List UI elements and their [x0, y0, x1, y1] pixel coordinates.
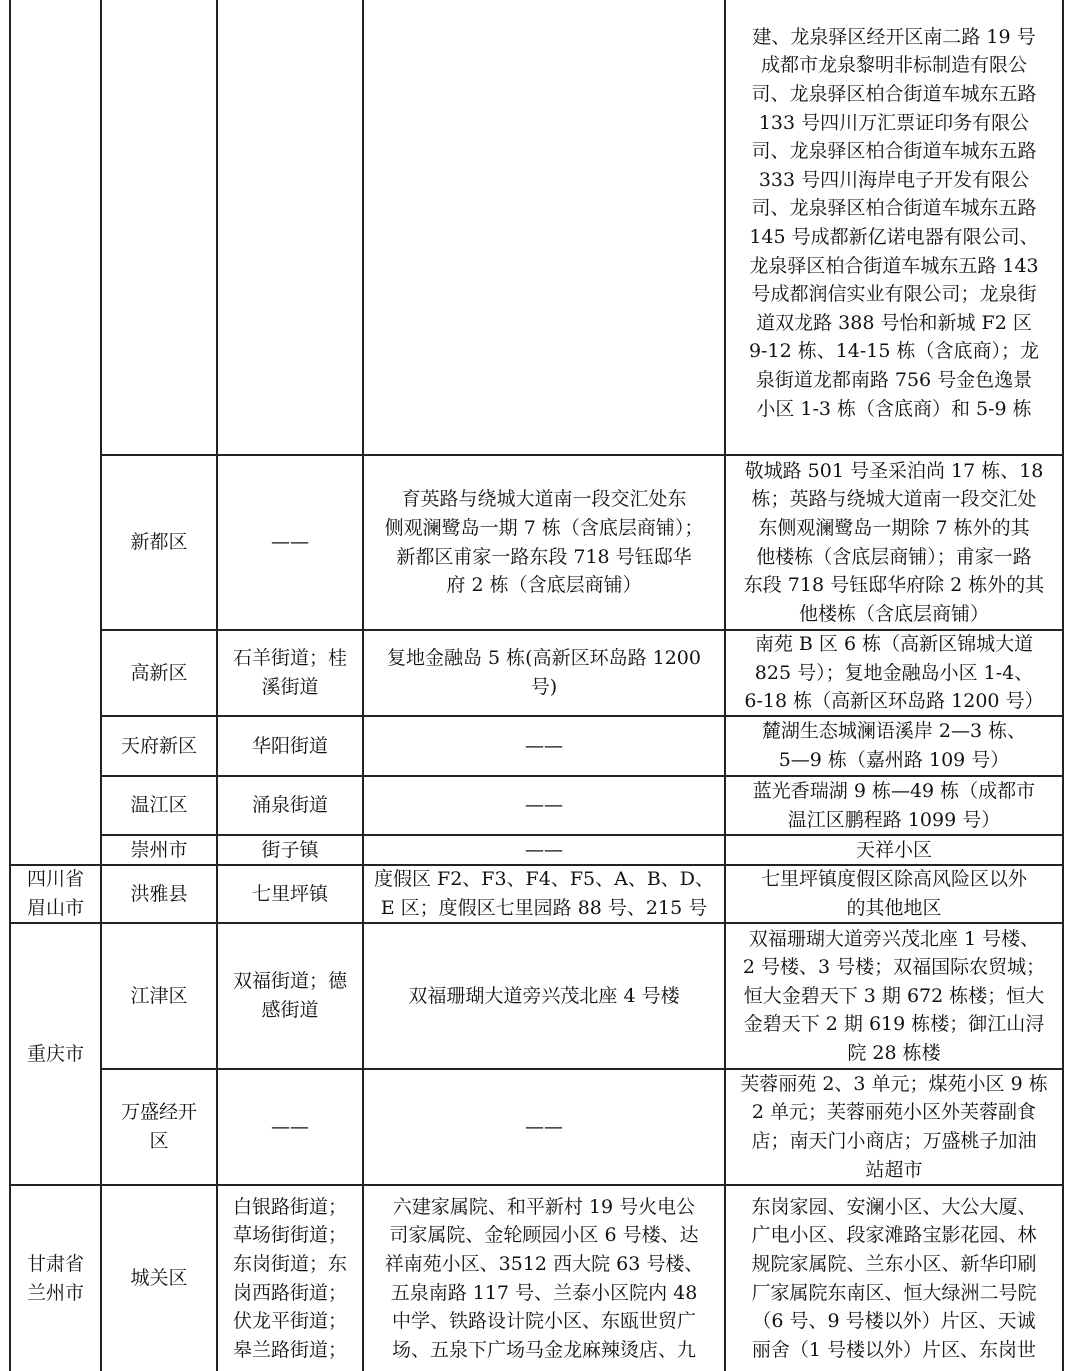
- high-risk-cell: [364, 924, 724, 1068]
- text-line: 建、龙泉驿区经开区南二路 19 号: [752, 25, 1036, 48]
- street-name: 白银路街道；: [232, 1195, 347, 1218]
- street-name: 七里坪镇: [251, 882, 328, 905]
- district-name: 天府新区: [120, 734, 197, 757]
- text-line: 六建家属院、和平新村 19 号火电公: [392, 1195, 696, 1218]
- district-name: 城关区: [130, 1267, 188, 1290]
- text-line: 规院家属院、兰东小区、新华印刷: [751, 1252, 1037, 1275]
- text-line: 9-12 栋、14-15 栋（含底商）；龙: [748, 340, 1040, 363]
- province-name: 甘肃省: [26, 1252, 84, 1275]
- text-line: 五泉南路 117 号、兰泰小区院内 48: [390, 1281, 698, 1304]
- text-line: 育英路与绕城大道南一段交汇处东: [401, 488, 687, 511]
- street-name: 溪街道: [261, 676, 319, 698]
- text-line: 祥南苑小区、3512 西大院 63 号楼、: [384, 1252, 704, 1275]
- text-line: 侧观澜鹭岛一期 7 栋（含底层商铺）；: [384, 516, 704, 539]
- district-name: 高新区: [130, 661, 188, 684]
- street-name: 草场街街道；: [232, 1224, 347, 1247]
- text-line: 双福珊瑚大道旁兴茂北座 1 号楼、: [748, 927, 1040, 950]
- high-risk-cell: [364, 717, 724, 775]
- street-cell: [218, 456, 362, 629]
- medium-risk-cell: [726, 20, 1062, 426]
- street-cell: [218, 777, 362, 834]
- text-line: 场、五泉下广场马金龙麻辣烫店、九: [391, 1338, 696, 1361]
- district-cell: [102, 1070, 216, 1184]
- text-line: 6-18 栋（高新区环岛路 1200 号）: [744, 690, 1044, 713]
- district-cell: [102, 866, 216, 922]
- medium-risk-cell: [726, 836, 1062, 864]
- text-line: ——: [525, 838, 563, 861]
- text-line: 他楼栋（含底层商铺）；甫家一路: [756, 545, 1032, 568]
- text-line: 成都市龙泉黎明非标制造有限公: [760, 54, 1027, 77]
- street-cell: [218, 717, 362, 775]
- text-line: 双福珊瑚大道旁兴茂北座 4 号楼: [408, 984, 680, 1007]
- text-line: 新都区甫家一路东段 718 号钰邸华: [396, 545, 692, 568]
- text-line: 广电小区、段家滩路宝影花园、林: [751, 1224, 1037, 1247]
- text-line: 芙蓉丽苑 2、3 单元；煤苑小区 9 栋: [740, 1072, 1048, 1095]
- text-line: 金碧天下 2 期 619 栋楼；御江山浔: [743, 1013, 1045, 1036]
- district-name: 江津区: [130, 984, 188, 1007]
- text-line: 店；南天门小商店；万盛桃子加油: [751, 1130, 1037, 1152]
- high-risk-cell: [364, 836, 724, 864]
- text-line: 东段 718 号钰邸华府除 2 栋外的其: [743, 574, 1045, 597]
- text-line: ——: [525, 1115, 563, 1138]
- street-name: 街子镇: [261, 838, 319, 861]
- text-line: 东侧观澜鹭岛一期除 7 栋外的其: [758, 516, 1030, 539]
- text-line: 恒大金碧天下 3 期 672 栋楼；恒大: [743, 984, 1045, 1007]
- medium-risk-cell: [726, 1186, 1062, 1371]
- district-name: 区: [149, 1130, 169, 1152]
- street-cell: [218, 631, 362, 715]
- text-line: 2 号楼、3 号楼；双福国际农贸城；: [742, 956, 1046, 979]
- street-cell: [218, 924, 362, 1068]
- province-cell: [11, 866, 100, 922]
- medium-risk-cell: [726, 777, 1062, 834]
- text-line: 333 号四川海岸电子开发有限公: [758, 168, 1030, 191]
- high-risk-cell: [364, 1186, 724, 1371]
- high-risk-cell: [364, 866, 724, 922]
- street-cell: [218, 1186, 362, 1371]
- district-cell: [102, 456, 216, 629]
- high-risk-cell: [364, 456, 724, 629]
- text-line: 145 号成都新亿诺电器有限公司、: [749, 226, 1039, 248]
- street-name: 涌泉街道: [251, 794, 328, 817]
- text-line: 厂家属院东南区、恒大绿洲二号院: [751, 1281, 1037, 1304]
- medium-risk-cell: [726, 1070, 1062, 1184]
- district-cell: [102, 777, 216, 834]
- province-cell: [11, 924, 100, 1184]
- text-line: 天祥小区: [855, 838, 932, 861]
- medium-risk-cell: [726, 456, 1062, 629]
- text-line: 2 单元；芙蓉丽苑小区外芙蓉副食: [751, 1101, 1037, 1124]
- street-cell: [218, 866, 362, 922]
- text-line: 南苑 B 区 6 栋（高新区锦城大道: [754, 633, 1034, 656]
- district-name: 洪雅县: [130, 882, 188, 905]
- district-name: 新都区: [130, 531, 188, 554]
- text-line: 蓝光香瑞湖 9 栋—49 栋（成都市: [752, 779, 1036, 802]
- province-cell: [11, 1186, 100, 1371]
- text-line: 他楼栋（含底层商铺）: [798, 602, 989, 625]
- district-cell: [102, 836, 216, 864]
- medium-risk-cell: [726, 631, 1062, 715]
- text-line: 司、龙泉驿区柏合街道车城东五路: [751, 83, 1037, 106]
- text-line: ——: [525, 734, 563, 757]
- district-cell: [102, 1186, 216, 1371]
- text-line: 司、龙泉驿区柏合街道车城东五路: [751, 197, 1037, 220]
- district-cell: [102, 631, 216, 715]
- text-line: 栋；英路与绕城大道南一段交汇处: [751, 488, 1037, 511]
- medium-risk-cell: [726, 717, 1062, 775]
- text-line: 府 2 栋（含底层商铺）: [446, 574, 642, 597]
- text-line: 东岗家园、安澜小区、大公大厦、: [751, 1195, 1037, 1218]
- text-line: 七里坪镇度假区除高风险区以外: [760, 868, 1027, 891]
- street-name: 感街道: [261, 999, 319, 1021]
- high-risk-cell: [364, 631, 724, 715]
- district-name: 万盛经开: [120, 1101, 197, 1124]
- street-name: 双福街道；德: [232, 970, 347, 993]
- table-border-right: [1062, 0, 1064, 1371]
- district-cell: [102, 717, 216, 775]
- district-name: 温江区: [130, 794, 188, 817]
- street-cell: [218, 836, 362, 864]
- province-name: 四川省: [26, 868, 84, 891]
- street-name: 石羊街道；桂: [232, 647, 347, 670]
- text-line: 5—9 栋（嘉州路 109 号）: [778, 749, 1010, 771]
- street-name: ——: [271, 1115, 309, 1138]
- district-name: 崇州市: [130, 838, 188, 861]
- province-name: 兰州市: [26, 1281, 84, 1304]
- text-line: 站超市: [865, 1158, 923, 1181]
- text-line: 道双龙路 388 号怡和新城 F2 区: [756, 311, 1032, 334]
- text-line: （6 号、9 号楼以外）片区、天诚: [752, 1310, 1036, 1333]
- text-line: 133 号四川万汇票证印务有限公: [758, 111, 1030, 134]
- high-risk-cell: [364, 777, 724, 834]
- street-name: 伏龙平街道；: [232, 1310, 347, 1333]
- text-line: 度假区 F2、F3、F4、F5、A、B、D、: [373, 868, 715, 891]
- text-line: 龙泉驿区柏合街道车城东五路 143: [749, 254, 1039, 277]
- text-line: 中学、铁路设计院小区、东瓯世贸广: [391, 1310, 696, 1333]
- text-line: 院 28 栋楼: [847, 1041, 941, 1064]
- street-name: 岗西路街道；: [232, 1281, 347, 1304]
- text-line: 麓湖生态城澜语溪岸 2—3 栋、: [761, 720, 1027, 743]
- high-risk-cell: [364, 1070, 724, 1184]
- text-line: 号成都润信实业有限公司；龙泉街: [751, 283, 1037, 306]
- street-name: 东岗街道；东: [232, 1252, 347, 1275]
- text-line: 泉街道龙都南路 756 号金色逸景: [755, 368, 1033, 391]
- street-cell: [218, 1070, 362, 1184]
- text-line: 司家属院、金轮顾园小区 6 号楼、达: [389, 1224, 699, 1247]
- text-line: 号): [530, 676, 558, 698]
- text-line: 825 号）；复地金融岛小区 1-4、: [754, 661, 1034, 684]
- text-line: ——: [525, 794, 563, 817]
- street-name: ——: [271, 531, 309, 554]
- text-line: 的其他地区: [846, 897, 942, 919]
- text-line: E 区；度假区七里园路 88 号、215 号: [380, 897, 708, 919]
- text-line: 温江区鹏程路 1099 号）: [787, 808, 1001, 831]
- medium-risk-cell: [726, 924, 1062, 1068]
- text-line: 复地金融岛 5 栋(高新区环岛路 1200: [387, 647, 701, 670]
- text-line: 敬城路 501 号圣采泊尚 17 栋、18: [744, 459, 1044, 482]
- province-name: 眉山市: [26, 897, 84, 919]
- text-line: 小区 1-3 栋（含底商）和 5-9 栋: [756, 397, 1032, 420]
- text-line: 司、龙泉驿区柏合街道车城东五路: [751, 140, 1037, 163]
- street-name: 华阳街道: [251, 734, 328, 757]
- medium-risk-cell: [726, 866, 1062, 922]
- province-name: 重庆市: [26, 1042, 84, 1065]
- text-line: 丽舍（1 号楼以外）片区、东岗世: [751, 1338, 1037, 1361]
- district-cell: [102, 924, 216, 1068]
- street-name: 皋兰路街道；: [232, 1338, 347, 1361]
